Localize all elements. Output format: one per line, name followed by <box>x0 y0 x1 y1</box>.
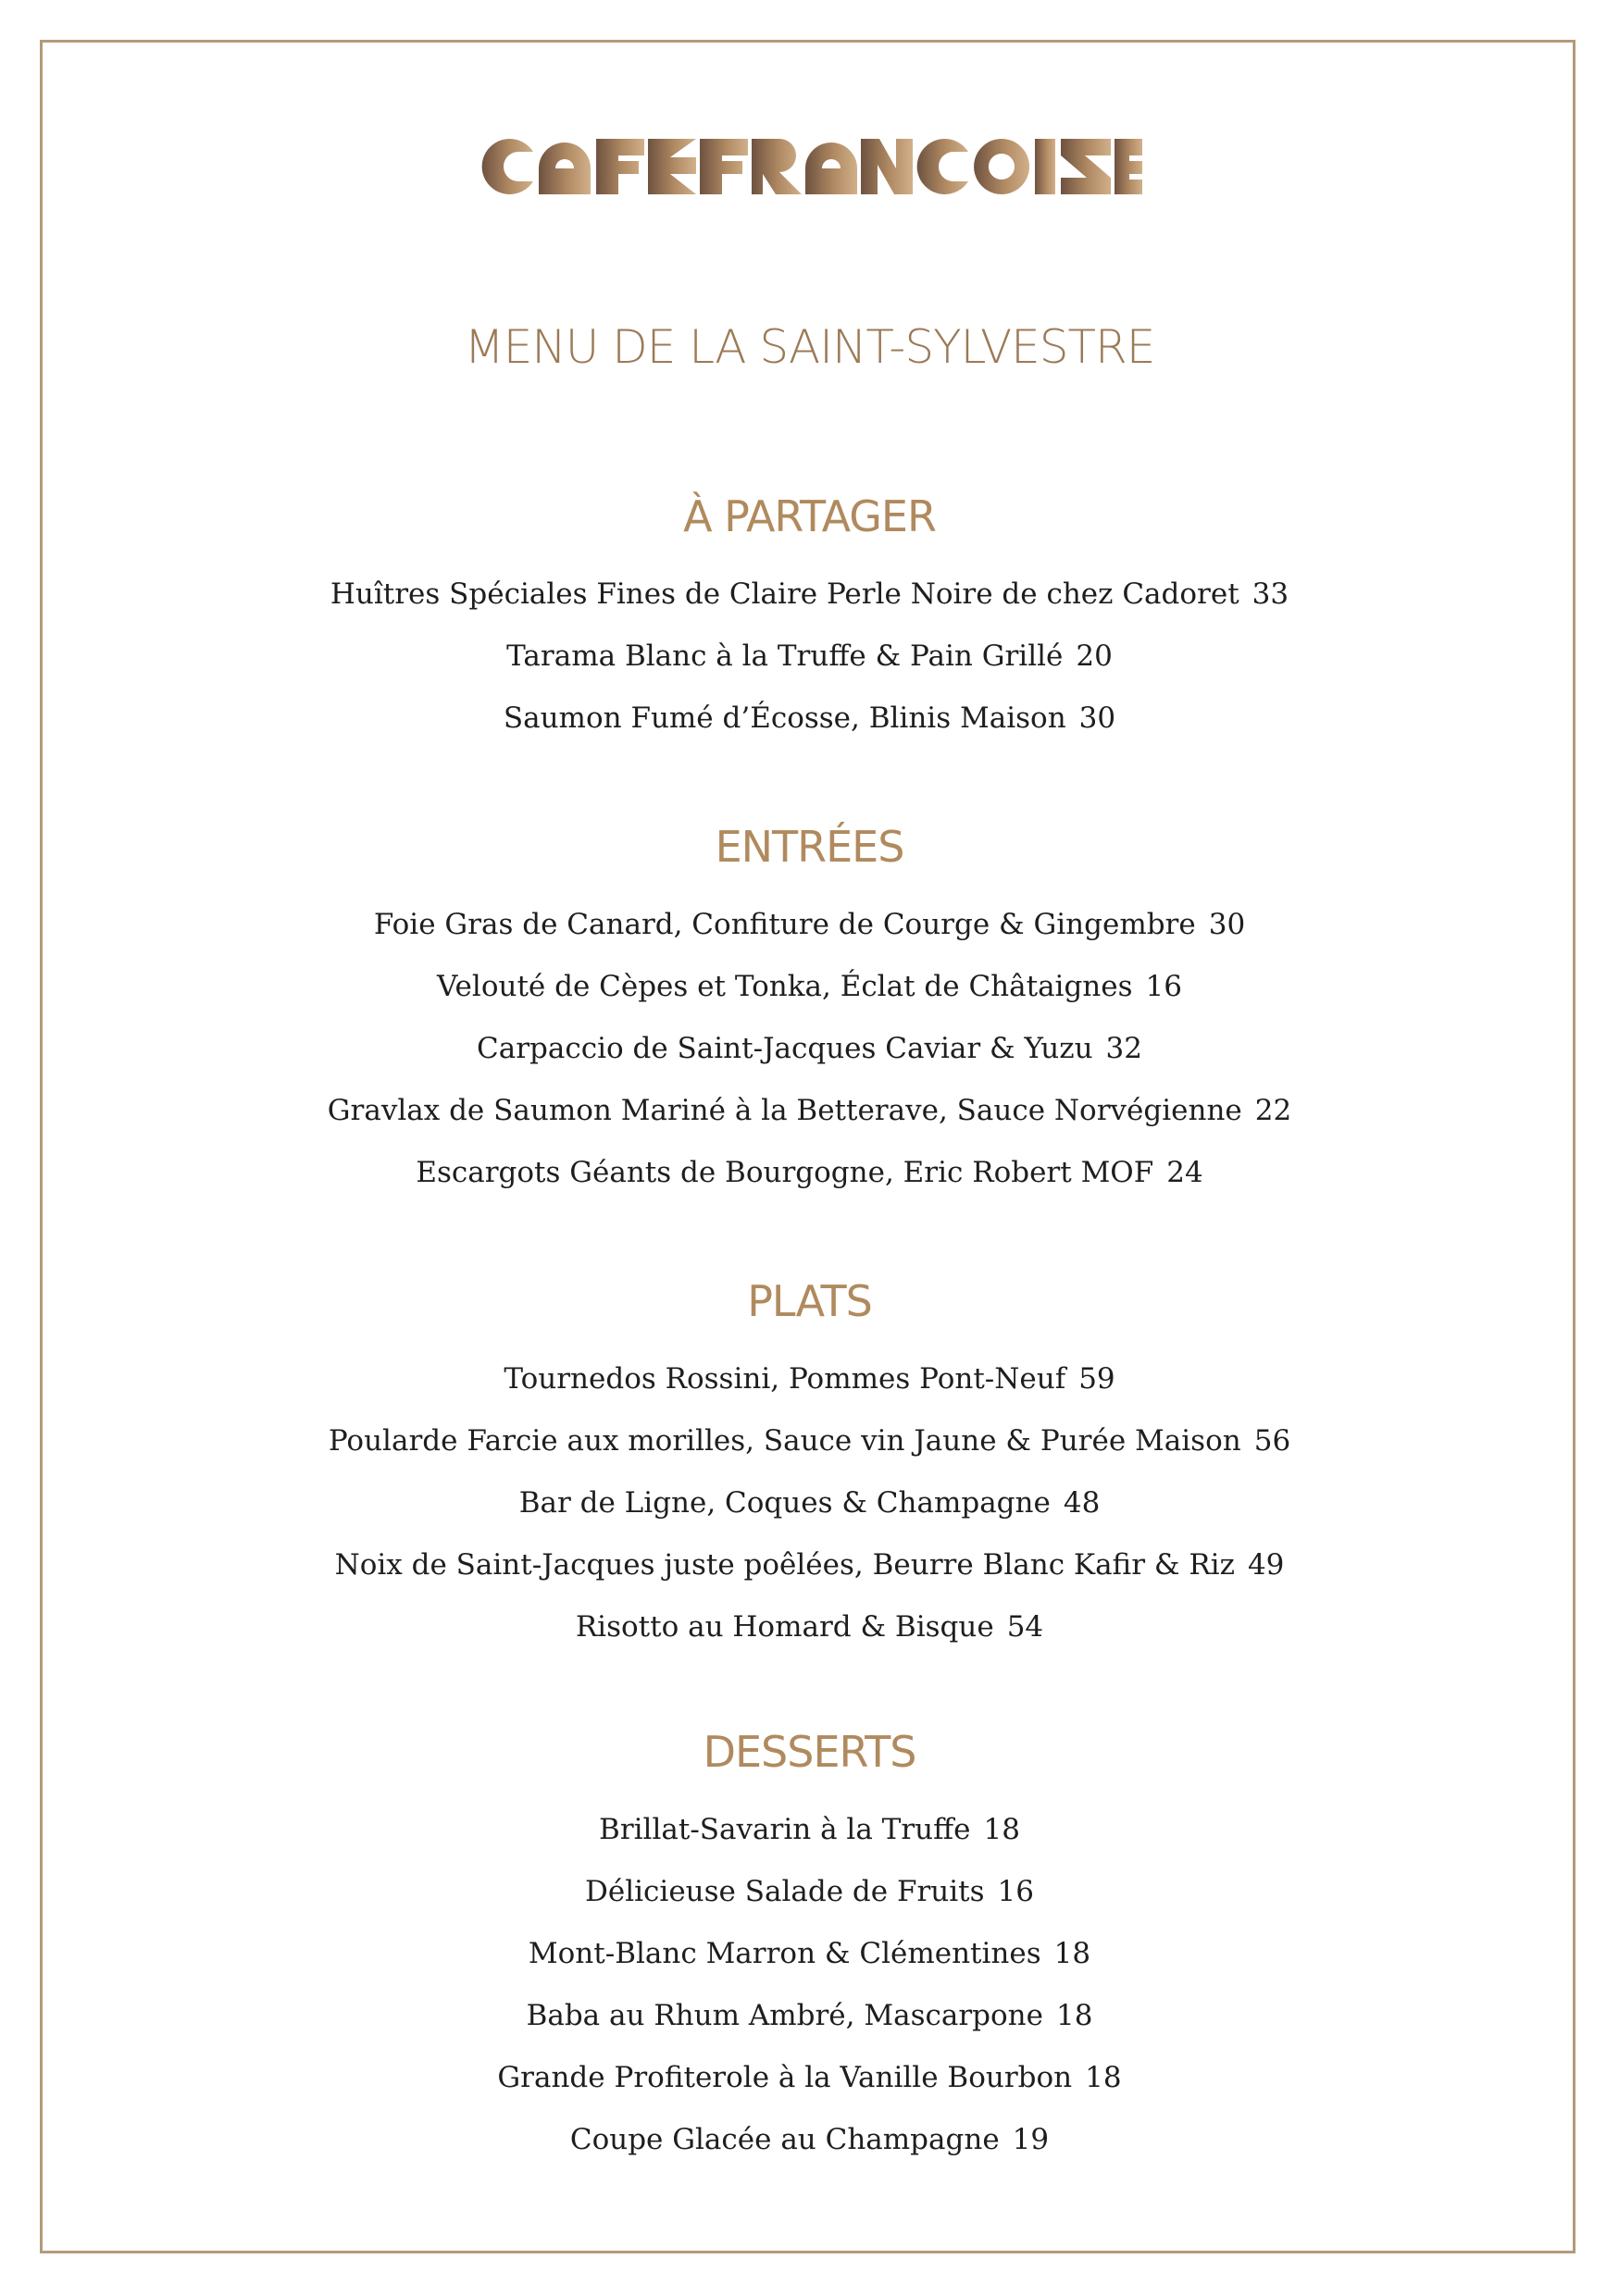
item-price: 19 <box>1012 2123 1050 2156</box>
menu-item <box>0 1080 1619 1142</box>
menu-item <box>0 2047 1619 2109</box>
menu-item <box>0 1472 1619 1534</box>
menu-item <box>0 1596 1619 1658</box>
section-title: DESSERTS <box>703 1727 916 1777</box>
item-price: 22 <box>1254 1094 1292 1127</box>
cafe-francois-logo <box>481 137 1144 196</box>
item-name: Mont-Blanc Marron & Clémentines <box>528 1937 1041 1970</box>
item-price: 32 <box>1105 1032 1142 1065</box>
item-price: 18 <box>1055 1999 1093 2032</box>
menu-item <box>0 1348 1619 1410</box>
item-name: Huîtres Spéciales Fines de Claire Perle Noire de chez Cadoret <box>330 577 1239 611</box>
menu-item <box>0 2109 1619 2171</box>
section-a-partager <box>0 484 1619 750</box>
section-plats <box>0 1269 1619 1658</box>
item-name: Gravlax de Saumon Mariné à la Betterave, Sauce Norvégienne <box>327 1094 1242 1127</box>
item-name: Risotto au Homard & Bisque <box>575 1610 994 1644</box>
item-price: 56 <box>1253 1424 1291 1458</box>
item-name: Délicieuse Salade de Fruits <box>585 1875 985 1908</box>
item-name: Grande Profiterole à la Vanille Bourbon <box>497 2061 1073 2094</box>
item-name: Escargots Géants de Bourgogne, Eric Robert MOF <box>416 1156 1154 1189</box>
item-name: Baba au Rhum Ambré, Mascarpone <box>526 1999 1043 2032</box>
item-price: 49 <box>1247 1548 1285 1582</box>
item-name: Poularde Farcie aux morilles, Sauce vin Jaune & Purée Maison <box>328 1424 1241 1458</box>
item-name: Brillat-Savarin à la Truffe <box>599 1813 971 1846</box>
menu-item <box>0 1142 1619 1204</box>
menu-item <box>0 1861 1619 1923</box>
menu-item <box>0 1018 1619 1080</box>
item-name: Coupe Glacée au Champagne <box>569 2123 1000 2156</box>
item-name: Saumon Fumé d’Écosse, Blinis Maison <box>503 701 1066 735</box>
item-price: 59 <box>1078 1362 1115 1396</box>
item-price: 20 <box>1076 639 1113 673</box>
menu-item <box>0 894 1619 956</box>
menu-title: MENU DE LA SAINT-SYLVESTRE <box>464 320 1155 374</box>
menu-item <box>0 1923 1619 1985</box>
section-title: À PARTAGER <box>683 491 936 541</box>
item-price: 30 <box>1078 701 1116 735</box>
menu-item <box>0 564 1619 626</box>
item-name: Noix de Saint-Jacques juste poêlées, Beurre Blanc Kafir & Riz <box>334 1548 1235 1582</box>
item-price: 30 <box>1208 908 1246 941</box>
item-price: 24 <box>1166 1156 1203 1189</box>
item-name: Tarama Blanc à la Truffe & Pain Grillé <box>506 639 1064 673</box>
item-price: 16 <box>1145 970 1182 1003</box>
menu-item <box>0 1410 1619 1472</box>
item-name: Carpaccio de Saint-Jacques Caviar & Yuzu <box>477 1032 1093 1065</box>
item-price: 48 <box>1063 1486 1101 1520</box>
section-desserts <box>0 1719 1619 2171</box>
section-title: ENTRÉES <box>715 822 904 872</box>
menu-item <box>0 956 1619 1018</box>
section-title: PLATS <box>747 1276 872 1326</box>
item-name: Velouté de Cèpes et Tonka, Éclat de Châtaignes <box>437 970 1133 1003</box>
item-price: 54 <box>1006 1610 1044 1644</box>
menu-item <box>0 1985 1619 2047</box>
item-name: Foie Gras de Canard, Confiture de Courge & Gingembre <box>373 908 1196 941</box>
item-name: Bar de Ligne, Coques & Champagne <box>518 1486 1051 1520</box>
menu-item <box>0 1534 1619 1596</box>
item-price: 18 <box>983 1813 1020 1846</box>
section-entrees <box>0 814 1619 1204</box>
item-name: Tournedos Rossini, Pommes Pont-Neuf <box>504 1362 1066 1396</box>
item-price: 18 <box>1053 1937 1091 1970</box>
item-price: 33 <box>1252 577 1289 611</box>
menu-item <box>0 1799 1619 1861</box>
menu-item <box>0 688 1619 750</box>
item-price: 16 <box>997 1875 1034 1908</box>
menu-item <box>0 626 1619 688</box>
item-price: 18 <box>1085 2061 1122 2094</box>
